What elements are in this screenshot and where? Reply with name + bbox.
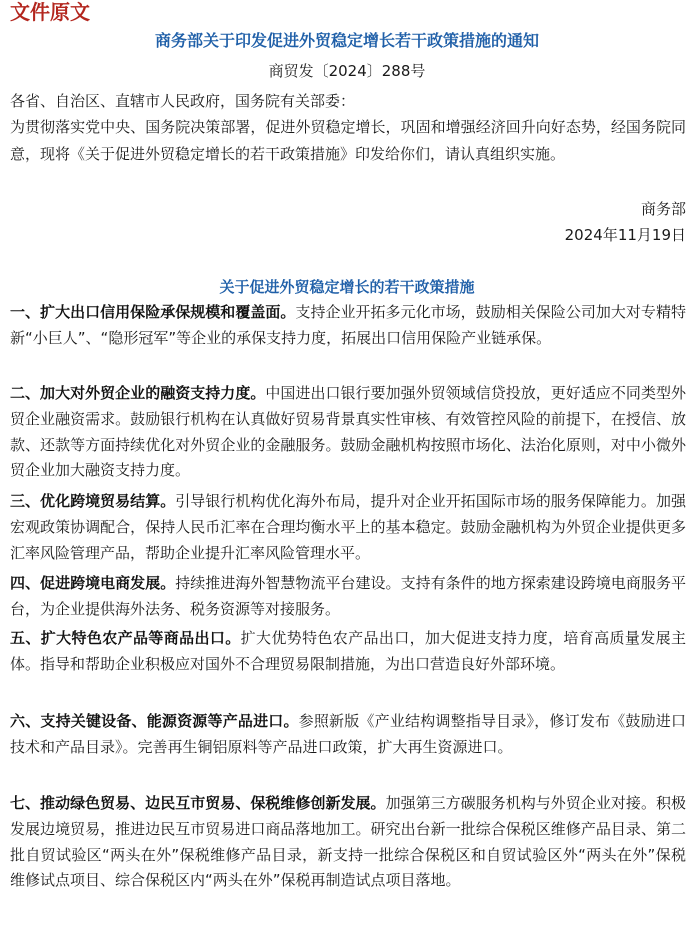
notice-signer: 商务部 — [640, 200, 686, 218]
measure-text: 支持企业开拓多元化市场，鼓励相关保险公司加大对专精特新“小巨人”、“隐形冠军”等企业的承保支持力度，拓展出口信用保险产业链承保。 — [10, 303, 686, 347]
measure-heading: 五、扩大特色农产品等商品出口。 — [10, 629, 241, 647]
measure-text: 参照新版《产业结构调整指导目录》，修订发布《鼓励进口技术和产品目录》。完善再生铜铝原料等产品进口政策，扩大再生资源进口。 — [10, 712, 686, 756]
measure-text: 持续推进海外智慧物流平台建设。支持有条件的地方探索建设跨境电商服务平台，为企业提供海外法务、税务资源等对接服务。 — [10, 574, 686, 618]
measure-heading: 六、支持关键设备、能源资源等产品进口。 — [10, 712, 299, 730]
notice-body: 为贯彻落实党中央、国务院决策部署，促进外贸稳定增长，巩固和增强经济回升向好态势，经国务院同意，现将《关于促进外贸稳定增长的若干政策措施》印发给你们，请认真组织实施。 — [10, 118, 686, 163]
notice-address: 各省、自治区、直辖市人民政府，国务院有关部委： — [10, 92, 356, 110]
measure-heading: 三、优化跨境贸易结算。 — [10, 492, 176, 510]
measure-item — [10, 709, 686, 761]
measure-text: 扩大优势特色农产品出口，加大促进支持力度，培育高质量发展主体。指导和帮助企业积极应对国外不合理贸易限制措施，为出口营造良好外部环境。 — [10, 629, 686, 673]
measure-text: 加强第三方碳服务机构与外贸企业对接。积极发展边境贸易，推进边民互市贸易进口商品落地加工。研究出台新一批综合保税区维修产品目录、第二批自贸试验区“两头在外”保税维修产品目录，新支持一批综合保税区和自贸试验区外“两头在外”保税维修试点项目、综合保税区内“两头在外”保税再制造试点项目落地。 — [10, 794, 686, 890]
measure-item — [10, 300, 686, 352]
measure-heading: 一、扩大出口信用保险承保规模和覆盖面。 — [10, 303, 296, 321]
measure-item — [10, 626, 686, 678]
measure-item — [10, 381, 686, 484]
notice-date: 2024年11月19日 — [564, 226, 686, 244]
measure-text: 引导银行机构优化海外布局，提升对企业开拓国际市场的服务保障能力。加强宏观政策协调配合，保持人民币汇率在合理均衡水平上的基本稳定。鼓励金融机构为外贸企业提供更多汇率风险管理产品，帮助企业提升汇率风险管理水平。 — [10, 492, 686, 562]
measure-item — [10, 791, 686, 894]
measure-heading: 七、推动绿色贸易、边民互市贸易、保税维修创新发展。 — [10, 794, 386, 812]
measure-item — [10, 571, 686, 623]
measures-title: 关于促进外贸稳定增长的若干政策措施 — [219, 278, 475, 296]
notice-title: 商务部关于印发促进外贸稳定增长若干政策措施的通知 — [154, 31, 539, 50]
section-tag: 文件原文 — [10, 0, 90, 24]
measure-heading: 四、促进跨境电商发展。 — [10, 574, 176, 592]
measure-item — [10, 489, 686, 566]
measure-text: 中国进出口银行要加强外贸领域信贷投放，更好适应不同类型外贸企业融资需求。鼓励银行机构在认真做好贸易背景真实性审核、有效管控风险的前提下，在授信、放款、还款等方面持续优化对外贸企业的金融服务。鼓励金融机构按照市场化、法治化原则，对中小微外贸企业加大融资支持力度。 — [10, 384, 686, 480]
measure-heading: 二、加大对外贸企业的融资支持力度。 — [10, 384, 266, 402]
notice-number: 商贸发〔2024〕288号 — [268, 62, 426, 80]
